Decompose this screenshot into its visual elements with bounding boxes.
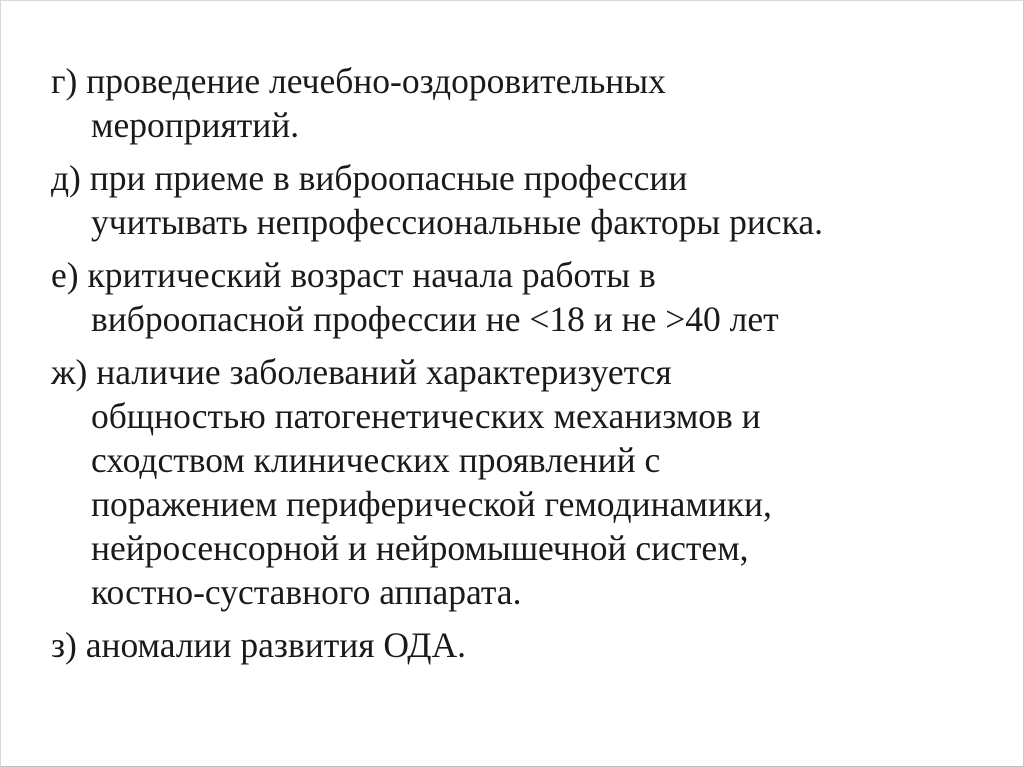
item-zh-line-2: общностью патогенетических механизмов и	[91, 396, 761, 436]
item-d-line-2: учитывать непрофессиональные факторы риска.	[91, 202, 823, 242]
item-zh-line-4: поражением периферической гемодинамики,	[91, 484, 772, 524]
list-item-e	[51, 253, 951, 341]
item-zh-line-1: ж) наличие заболеваний характеризуется	[51, 352, 672, 392]
item-g-line-2: мероприятий.	[91, 105, 300, 145]
list-item-d	[51, 156, 951, 244]
item-g-line-1: г) проведение лечебно-оздоровительных	[51, 61, 666, 101]
list-item-g	[51, 59, 951, 147]
item-zh-line-6: костно-суставного аппарата.	[91, 572, 522, 612]
item-e-line-2: виброопасной профессии не <18 и не >40 лет	[91, 299, 779, 339]
item-zh-line-3: сходством клинических проявлений с	[91, 440, 661, 480]
list-item-z	[51, 623, 951, 667]
item-zh-line-5: нейросенсорной и нейромышечной систем,	[91, 528, 749, 568]
item-e-line-1: е) критический возраст начала работы в	[51, 255, 656, 295]
list-item-zh	[51, 350, 951, 614]
slide-content	[51, 59, 951, 676]
item-z-line-1: з) аномалии развития ОДА.	[51, 625, 467, 665]
item-d-line-1: д) при приеме в виброопасные профессии	[51, 158, 688, 198]
